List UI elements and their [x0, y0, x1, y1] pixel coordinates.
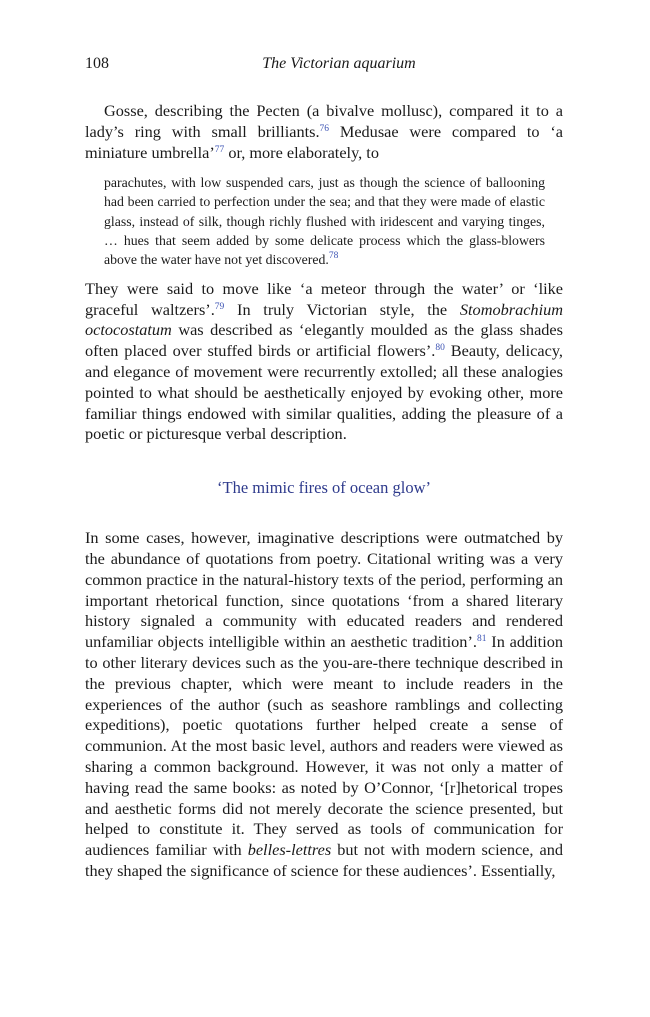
text-run: was described as ‘elegantly moulded as the glass shades often placed over stuffed birds or artificial flowers’.	[85, 320, 563, 361]
footnote-ref-77[interactable]: 77	[214, 144, 225, 155]
footnote-ref-81[interactable]: 81	[476, 634, 487, 645]
paragraph-3	[85, 528, 563, 882]
paragraph-1	[85, 101, 563, 163]
species-name: Stomobrachium octocostatum	[85, 299, 563, 340]
paragraph-2	[85, 279, 563, 445]
text-run: Medusae were compared to ‘a miniature umbrella’	[85, 121, 563, 162]
text-run: In truly Victorian style, the	[224, 299, 460, 319]
running-head	[85, 55, 563, 81]
section-heading: ‘The mimic fires of ocean glow’	[217, 478, 431, 498]
text-run: but not with modern science, and they shaped the significance of science for these audiences’. Essentially,	[85, 840, 563, 880]
footnote-ref-79[interactable]: 79	[214, 301, 225, 312]
text-run: They were said to move like ‘a meteor through the water’ or ‘like graceful waltzers’.	[85, 278, 563, 319]
page-number: 108	[85, 55, 109, 72]
text-run: In some cases, however, imaginative descriptions were outmatched by the abundance of quotations from poetry. Citational writing was a very common practice in the natural-history texts of the period, performing an important rhetorical function, since quotations ‘from a shared literary history signaled a community with educated readers and rendered unfamiliar objects intelligible within an aesthetic tradition’.	[85, 528, 563, 652]
text-run: Beauty, delicacy, and elegance of movement were recurrently extolled; all these analogies pointed to what should be aesthetically enjoyed by evoking other, more familiar things endowed with similar qualities, adding the pleasure of a poetic or picturesque verbal description.	[85, 341, 563, 444]
text-run: or, more elaborately, to	[224, 142, 379, 162]
footnote-ref-80[interactable]: 80	[435, 343, 445, 354]
book-page	[85, 55, 563, 882]
block-quotation	[104, 173, 545, 268]
footnote-ref-76[interactable]: 76	[319, 123, 330, 134]
running-title: The Victorian aquarium	[262, 55, 416, 72]
text-run: In addition to other literary devices such as the you-are-there technique described in the previous chapter, which were meant to include readers in the experiences of the author (such as seashore ramblings and collecting expeditions), poetic quotations further helped create a sense of communion. At the most basic level, authors and readers were viewed as sharing a common background. However, it was not only a matter of having read the same books: as noted by O’Connor, ‘[r]hetorical tropes and aesthetic forms did not merely decorate the science presented, but helped to constitute it. They served as tools of communication for audiences familiar with	[85, 632, 564, 860]
italic-term: belles-lettres	[247, 840, 332, 860]
footnote-ref-78[interactable]: 78	[328, 250, 339, 261]
text-run: Gosse, describing the Pecten (a bivalve mollusc), compared it to a lady’s ring with small brilliants.	[85, 101, 563, 141]
quotation-text: parachutes, with low suspended cars, just as though the science of ballooning had been carried to perfection under the sea; and that they were made of elastic glass, instead of silk, though richly flushed with iridescent and varying tinges, … hues that seem added by some delicate process which the glass-blowers above the water have not yet discovered.	[104, 175, 545, 267]
